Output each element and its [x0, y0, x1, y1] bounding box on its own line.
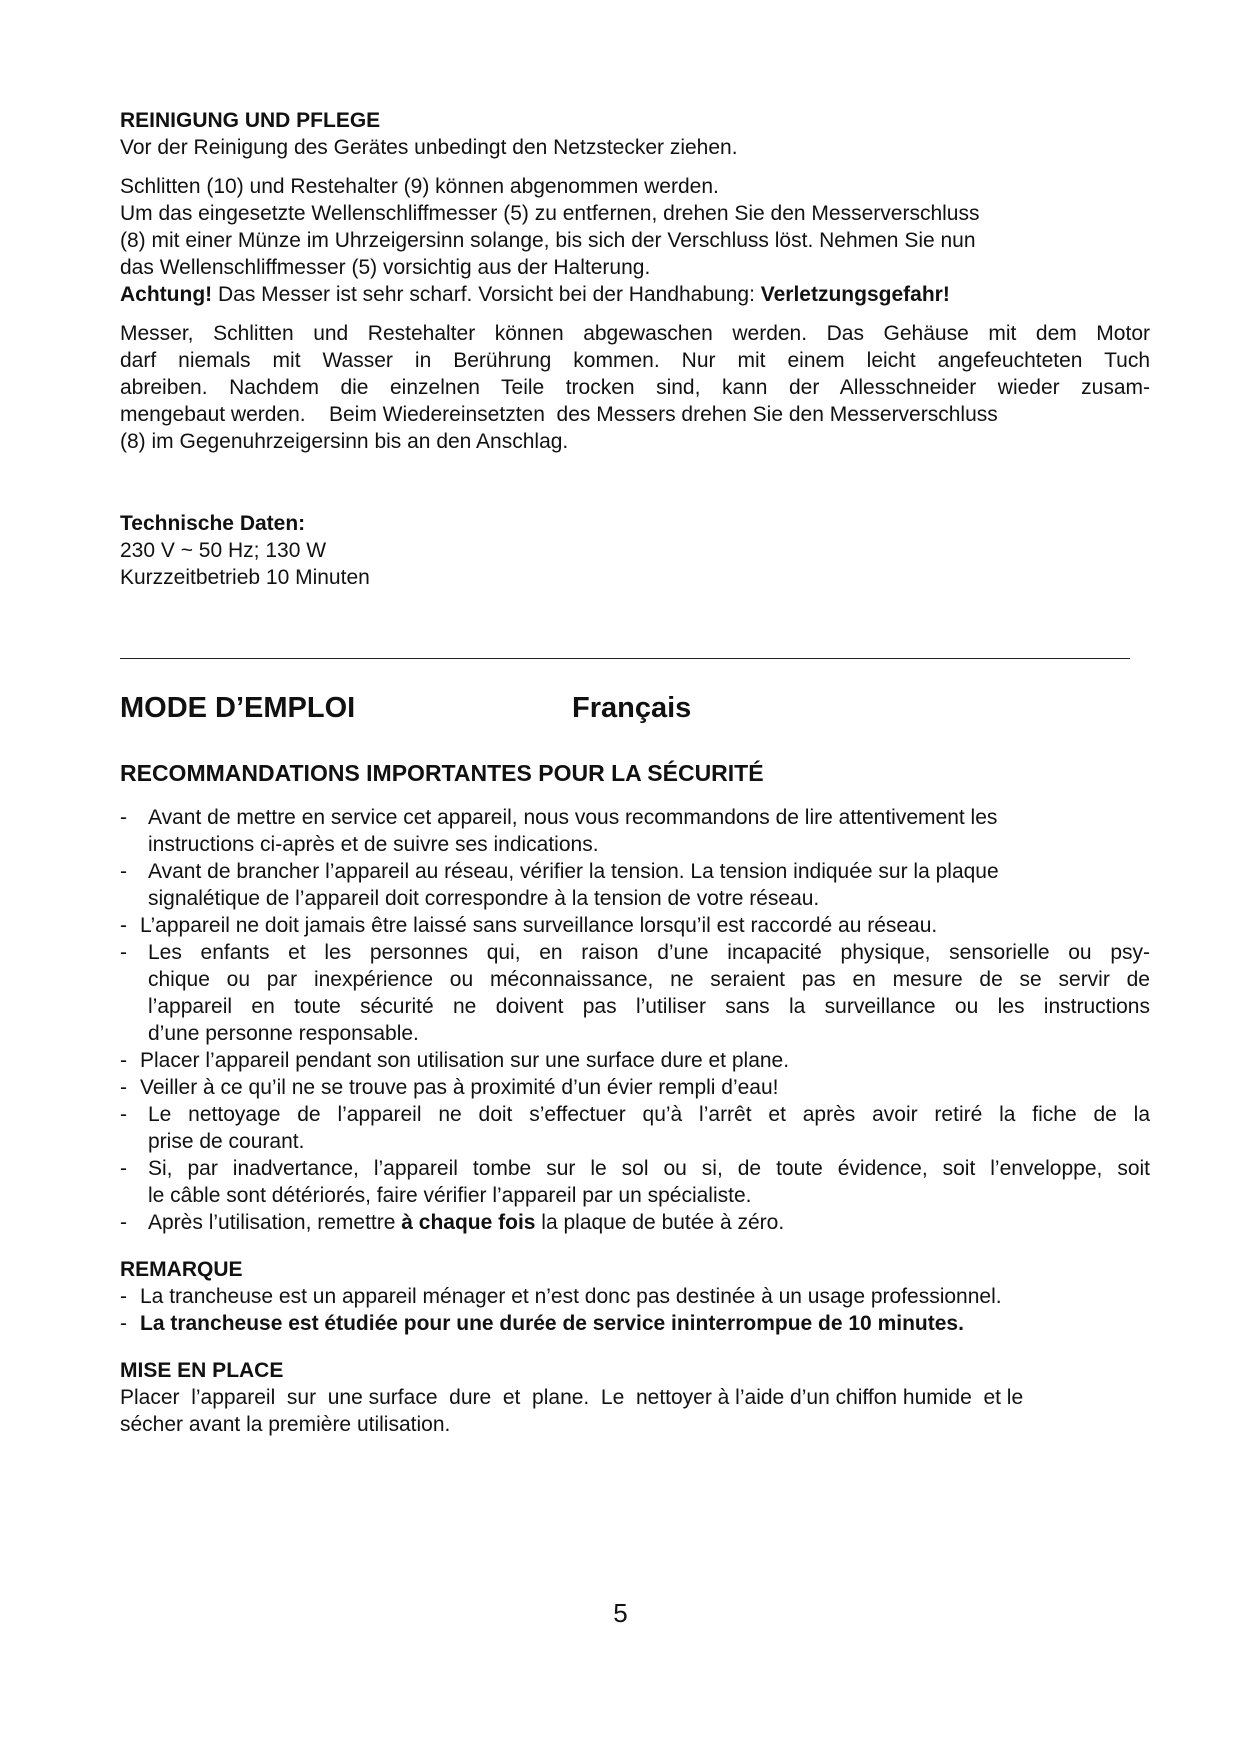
washing-line: abreiben. Nachdem die einzelnen Teile trocken sind, kann der Allesschneider wieder zusam- [120, 376, 1150, 399]
washing-line: Messer, Schlitten und Restehalter können abgewaschen werden. Das Gehäuse mit dem Motor [120, 322, 1150, 345]
setup-text: Placer l’appareil sur une surface dure et plane. Le nettoyer à l’aide d’un chiffon humide et le [120, 1386, 1024, 1409]
unplug-note: Vor der Reinigung des Gerätes unbedingt den Netzstecker ziehen. [120, 136, 738, 159]
page-number: 5 [613, 1598, 628, 1628]
list-item: - Placer l’appareil pendant son utilisation sur une surface dure et plane. [120, 1049, 790, 1072]
list-item: - Le nettoyage de l’appareil ne doit s’effectuer qu’à l’arrêt et après avoir retiré la fiche de la prise de courant. [120, 1103, 1150, 1153]
tech-power: 230 V ~ 50 Hz; 130 W [120, 539, 327, 562]
warning-label: Achtung! [120, 283, 213, 306]
remove-blade-line: (8) mit einer Münze im Uhrzeigersinn solange, bis sich der Verschluss löst. Nehmen Sie nun [120, 229, 976, 252]
safety-heading: RECOMMANDATIONS IMPORTANTES POUR LA SÉCURITÉ [120, 760, 764, 786]
list-item: - Avant de mettre en service cet appareil, nous vous recommandons de lire attentivement les instructions ci-après et de suivre ses indications. [120, 806, 998, 856]
heading-cleaning: REINIGUNG UND PFLEGE [120, 109, 381, 132]
tech-runtime: Kurzzeitbetrieb 10 Minuten [120, 566, 370, 589]
warning-end: Verletzungsgefahr! [760, 283, 950, 306]
setup-section [120, 1357, 1150, 1438]
section-divider [120, 658, 1130, 659]
setup-text: sécher avant la première utilisation. [120, 1413, 451, 1436]
washing-line: darf niemals mit Wasser in Berührung kommen. Nur mit einem leicht angefeuchteten Tuch [120, 349, 1150, 372]
warning-text: Das Messer ist sehr scharf. Vorsicht bei der Handhabung: [212, 283, 761, 306]
list-item: - Les enfants et les personnes qui, en raison d’une incapacité physique, sensorielle ou psy- chique ou par inexpérience ou méconnaissance, ne seraient pas en mesure de se servir de l’appareil en toute sécurité ne doivent pas l’utiliser sans la surveillance ou les instructions d’une personne responsable. [120, 941, 1150, 1045]
list-item: - Avant de brancher l’appareil au réseau, vérifier la tension. La tension indiquée sur la plaque signalétique de l’appareil doit correspondre à la tension de votre réseau. [120, 860, 999, 910]
setup-heading: MISE EN PLACE [120, 1359, 284, 1382]
remark-heading: REMARQUE [120, 1258, 243, 1281]
remark-section [120, 1256, 1150, 1337]
list-item: - Veiller à ce qu’il ne se trouve pas à proximité d’un évier rempli d’eau! [120, 1076, 779, 1099]
mode-title: MODE D’EMPLOI [120, 692, 356, 724]
german-section [120, 107, 1150, 591]
washing-line: (8) im Gegenuhrzeigersinn bis an den Anschlag. [120, 430, 569, 453]
warning-line [120, 281, 1150, 308]
list-item: - L’appareil ne doit jamais être laissé sans surveillance lorsqu’il est raccordé au réseau. [120, 914, 938, 937]
list-item: - Après l’utilisation, remettre à chaque fois la plaque de butée à zéro. [120, 1211, 785, 1234]
list-item: - La trancheuse est un appareil ménager et n’est donc pas destinée à un usage professionnel. [120, 1285, 1002, 1308]
remove-blade-line: Um das eingesetzte Wellenschliffmesser (5) zu entfernen, drehen Sie den Messerverschluss [120, 202, 980, 225]
french-section [120, 758, 1150, 1438]
list-item: - Si, par inadvertance, l’appareil tombe sur le sol ou si, de toute évidence, soit l’enveloppe, soit le câble sont détériorés, faire vérifier l’appareil par un spécialiste. [120, 1157, 1150, 1207]
language-label: Français [572, 692, 692, 724]
remove-parts-line: Schlitten (10) und Restehalter (9) können abgenommen werden. [120, 175, 719, 198]
list-item: - La trancheuse est étudiée pour une durée de service ininterrompue de 10 minutes. [120, 1312, 964, 1335]
safety-list [120, 804, 1150, 1236]
language-header [120, 690, 1150, 730]
remove-blade-line: das Wellenschliffmesser (5) vorsichtig aus der Halterung. [120, 256, 651, 279]
tech-heading: Technische Daten: [120, 512, 306, 535]
washing-line: mengebaut werden. Beim Wiedereinsetzten des Messers drehen Sie den Messerverschluss [120, 403, 998, 426]
